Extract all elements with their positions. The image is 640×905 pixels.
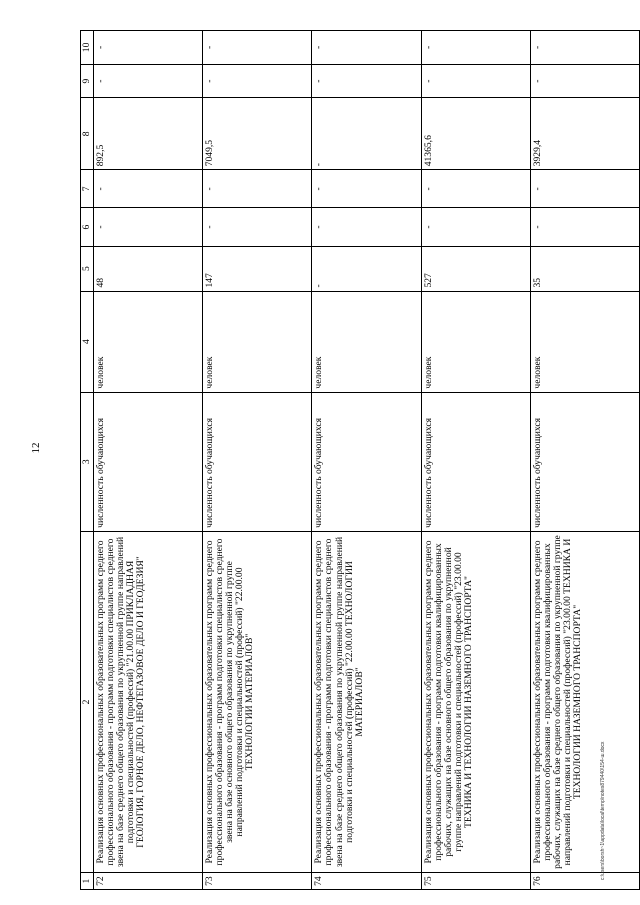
value-cell: 147 bbox=[203, 246, 312, 291]
unit-of-measure: человек bbox=[530, 291, 639, 392]
table-row bbox=[530, 31, 639, 890]
value-cell: - bbox=[530, 64, 639, 98]
table-row bbox=[203, 31, 312, 890]
table-header-row bbox=[81, 31, 94, 890]
table-row bbox=[421, 31, 530, 890]
value-cell: - bbox=[312, 31, 421, 65]
column-header: 1 bbox=[81, 873, 94, 890]
column-header: 8 bbox=[81, 98, 94, 170]
value-cell: - bbox=[530, 31, 639, 65]
value-cell: - bbox=[203, 31, 312, 65]
column-header: 9 bbox=[81, 64, 94, 98]
value-cell: 48 bbox=[94, 246, 203, 291]
page-number: 12 bbox=[30, 442, 42, 454]
value-cell: - bbox=[312, 170, 421, 208]
indicator-name: численность обучающихся bbox=[94, 392, 203, 531]
table-row bbox=[312, 31, 421, 890]
unit-of-measure: человек bbox=[94, 291, 203, 392]
value-cell: 892,5 bbox=[94, 98, 203, 170]
value-cell: - bbox=[94, 208, 203, 246]
value-cell: - bbox=[203, 64, 312, 98]
value-cell: 3929,4 bbox=[530, 98, 639, 170]
value-cell: - bbox=[312, 98, 421, 170]
service-description: Реализация основных профессиональных образовательных программ среднего профессионального образования - программ подготовки специалистов среднего звена на базе основного общего образования по укрупненной группе направлений подготовки и специальностей (профессий) "22.00.00 ТЕХНОЛОГИИ МАТЕРИАЛОВ" bbox=[203, 531, 312, 872]
service-description: Реализация основных профессиональных образовательных программ среднего профессионального образования - программ подготовки квалифицированных рабочих, служащих на базе основного общего образования по укрупненной группе направлений подготовки и специальностей (профессий) "23.00.00 ТЕХНИКА И ТЕХНОЛОГИИ НАЗЕМНОГО ТРАНСПОРТА" bbox=[421, 531, 530, 872]
service-description: Реализация основных профессиональных образовательных программ среднего профессионального образования - программ подготовки специалистов среднего звена на базе среднего общего образования по укрупненной группе направлений подготовки и специальностей (профессий) "21.00.00 ПРИКЛАДНАЯ ГЕОЛОГИЯ, ГОРНОЕ ДЕЛО, НЕФТЕГАЗОВОЕ ДЕЛО И ГЕОДЕЗИЯ" bbox=[94, 531, 203, 872]
unit-of-measure: человек bbox=[203, 291, 312, 392]
column-header: 3 bbox=[81, 392, 94, 531]
row-number: 74 bbox=[312, 873, 421, 890]
column-header: 7 bbox=[81, 170, 94, 208]
unit-of-measure: человек bbox=[312, 291, 421, 392]
indicator-name: численность обучающихся bbox=[203, 392, 312, 531]
value-cell: - bbox=[312, 208, 421, 246]
value-cell: - bbox=[312, 64, 421, 98]
value-cell: - bbox=[94, 170, 203, 208]
value-cell: - bbox=[312, 246, 421, 291]
value-cell: - bbox=[530, 208, 639, 246]
column-header: 4 bbox=[81, 291, 94, 392]
indicator-name: численность обучающихся bbox=[312, 392, 421, 531]
service-description: Реализация основных профессиональных образовательных программ среднего профессионального образования - программ подготовки специалистов среднего звена на базе среднего общего образования по укрупненной группе направлений подготовки и специальностей (профессий) "22.00.00 ТЕХНОЛОГИИ МАТЕРИАЛОВ" bbox=[312, 531, 421, 872]
value-cell: - bbox=[421, 170, 530, 208]
value-cell: 41365,6 bbox=[421, 98, 530, 170]
value-cell: - bbox=[421, 208, 530, 246]
value-cell: 35 bbox=[530, 246, 639, 291]
value-cell: - bbox=[421, 31, 530, 65]
column-header: 6 bbox=[81, 208, 94, 246]
value-cell: - bbox=[94, 31, 203, 65]
row-number: 72 bbox=[94, 873, 203, 890]
service-description: Реализация основных профессиональных образовательных программ среднего профессионального образования - программ подготовки квалифицированных рабочих, служащих на базе среднего общего образования по укрупненной группе направлений подготовки и специальностей (профессий) "23.00.00 ТЕХНИКА И ТЕХНОЛОГИИ НАЗЕМНОГО ТРАНСПОРТА" bbox=[530, 531, 639, 872]
table-row bbox=[94, 31, 203, 890]
value-cell: - bbox=[203, 170, 312, 208]
column-header: 10 bbox=[81, 31, 94, 65]
row-number: 76 bbox=[530, 873, 639, 890]
row-number: 73 bbox=[203, 873, 312, 890]
row-number: 75 bbox=[421, 873, 530, 890]
value-cell: - bbox=[94, 64, 203, 98]
indicator-name: численность обучающихся bbox=[530, 392, 639, 531]
value-cell: - bbox=[203, 208, 312, 246]
value-cell: 527 bbox=[421, 246, 530, 291]
indicator-name: численность обучающихся bbox=[421, 392, 530, 531]
data-table bbox=[80, 30, 640, 890]
value-cell: - bbox=[530, 170, 639, 208]
column-header: 2 bbox=[81, 531, 94, 872]
column-header: 5 bbox=[81, 246, 94, 291]
file-path-footer: c:\users\borsh~1\appdata\local\temp\notes879440\154-ш.docx bbox=[600, 741, 606, 880]
value-cell: 7049,5 bbox=[203, 98, 312, 170]
rotated-table-area bbox=[80, 30, 640, 890]
unit-of-measure: человек bbox=[421, 291, 530, 392]
value-cell: - bbox=[421, 64, 530, 98]
